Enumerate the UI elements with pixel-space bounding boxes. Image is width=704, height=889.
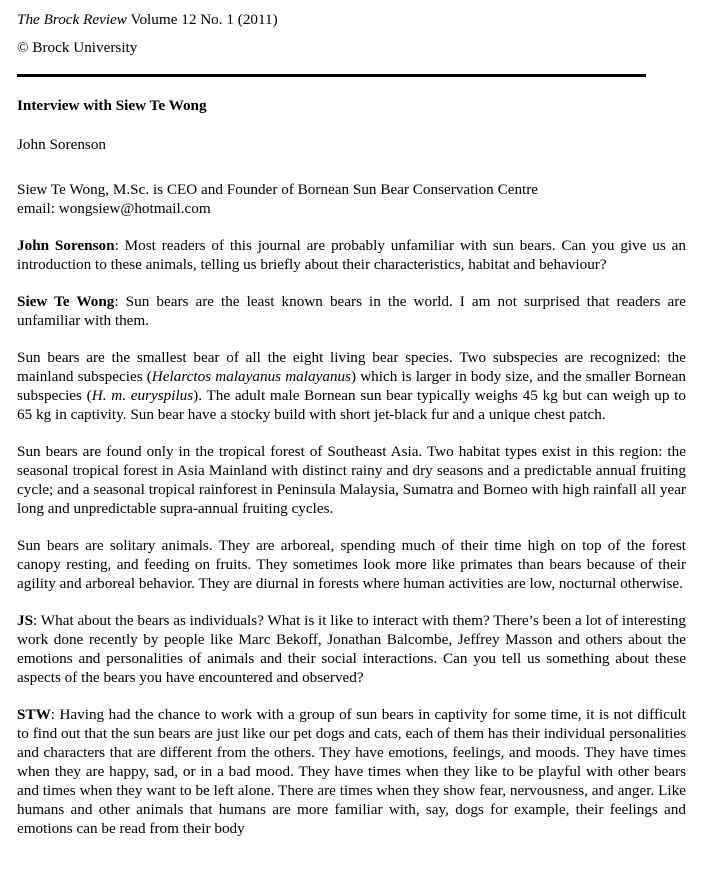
- article-author: John Sorenson: [17, 136, 107, 153]
- question-text: : Most readers of this journal are probably unfamiliar with sun bears. Can you give us an introduction to these animals, telling us briefly about their characteristics, habitat and behaviour?: [17, 237, 686, 273]
- journal-name: The Brock Review: [17, 11, 127, 28]
- answer-5: [17, 705, 686, 838]
- header-rule: [17, 74, 646, 77]
- speaker-label: JS: [17, 612, 34, 629]
- speaker-label: STW: [17, 706, 51, 723]
- speaker-label: John Sorenson: [17, 237, 115, 254]
- question-1: [17, 236, 686, 274]
- author-bio: [17, 180, 686, 218]
- bio-affiliation: Siew Te Wong, M.Sc. is CEO and Founder of Bornean Sun Bear Conservation Centre: [17, 181, 539, 198]
- answer-2: [17, 348, 686, 424]
- species-name: Helarctos malayanus malayanus: [151, 368, 352, 385]
- answer-text: : Sun bears are the least known bears in the world. I am not surprised that readers are unfamiliar with them.: [17, 293, 686, 329]
- question-text: : What about the bears as individuals? What is it like to interact with them? There’s been a lot of interesting work done recently by people like Marc Bekoff, Jonathan Balcombe, Jeffrey Masson and others about the emotions and personalities of animals and their social interactions. Can you tell us something about these aspects of the bears you have encountered and observed?: [17, 612, 686, 686]
- journal-volume: Volume 12 No. 1 (2011): [126, 11, 278, 28]
- answer-text: ) which is larger in body size, and the smaller Bornean subspecies (: [17, 368, 687, 404]
- question-2: [17, 611, 686, 687]
- answer-3: Sun bears are found only in the tropical forest of Southeast Asia. Two habitat types exist in this region: the seasonal tropical forest in Asia Mainland with distinct rainy and dry seasons and a predictable annual fruiting cycle; and a seasonal tropical rainforest in Peninsula Malaysia, Sumatra and Borneo with high rainfall all year long and unpredictable supra-annual fruiting cycles.: [17, 443, 686, 517]
- speaker-label: Siew Te Wong: [17, 293, 115, 310]
- answer-1: [17, 292, 686, 330]
- answer-4: Sun bears are solitary animals. They are arboreal, spending much of their time high on top of the forest canopy resting, and feeding on fruits. They sometimes look more like primates than bears because of their agility and arboreal behavior. They are diurnal in forests where human activities are low, nocturnal otherwise.: [17, 537, 686, 592]
- subspecies-name: H. m. euryspilus: [91, 387, 194, 404]
- bio-email: email: wongsiew@hotmail.com: [17, 200, 211, 217]
- journal-citation: [17, 10, 686, 29]
- copyright-line: © Brock University: [17, 39, 138, 56]
- answer-text: ). The adult male Bornean sun bear typically weighs 45 kg but can weigh up to 65 kg in captivity. Sun bear have a stocky build with short jet-black fur and a unique chest patch.: [17, 387, 686, 423]
- answer-text: Sun bears are the smallest bear of all the eight living bear species. Two subspecies are recognized: the mainland subspecies (: [17, 349, 686, 385]
- article-title: Interview with Siew Te Wong: [17, 97, 207, 114]
- answer-text: : Having had the chance to work with a group of sun bears in captivity for some time, it is not difficult to find out that the sun bears are just like our pet dogs and cats, each of them has their individual personalities and characters that are different from the others. They have emotions, feelings, and moods. They have times when they are happy, sad, or in a bad mood. They have times when they like to be playful with other bears and times when they want to be left alone. There are times when they show fear, nervousness, and anger. Like humans and other animals that humans are more familiar with, say, dogs for example, their feelings and emotions can be read from their body: [17, 706, 686, 837]
